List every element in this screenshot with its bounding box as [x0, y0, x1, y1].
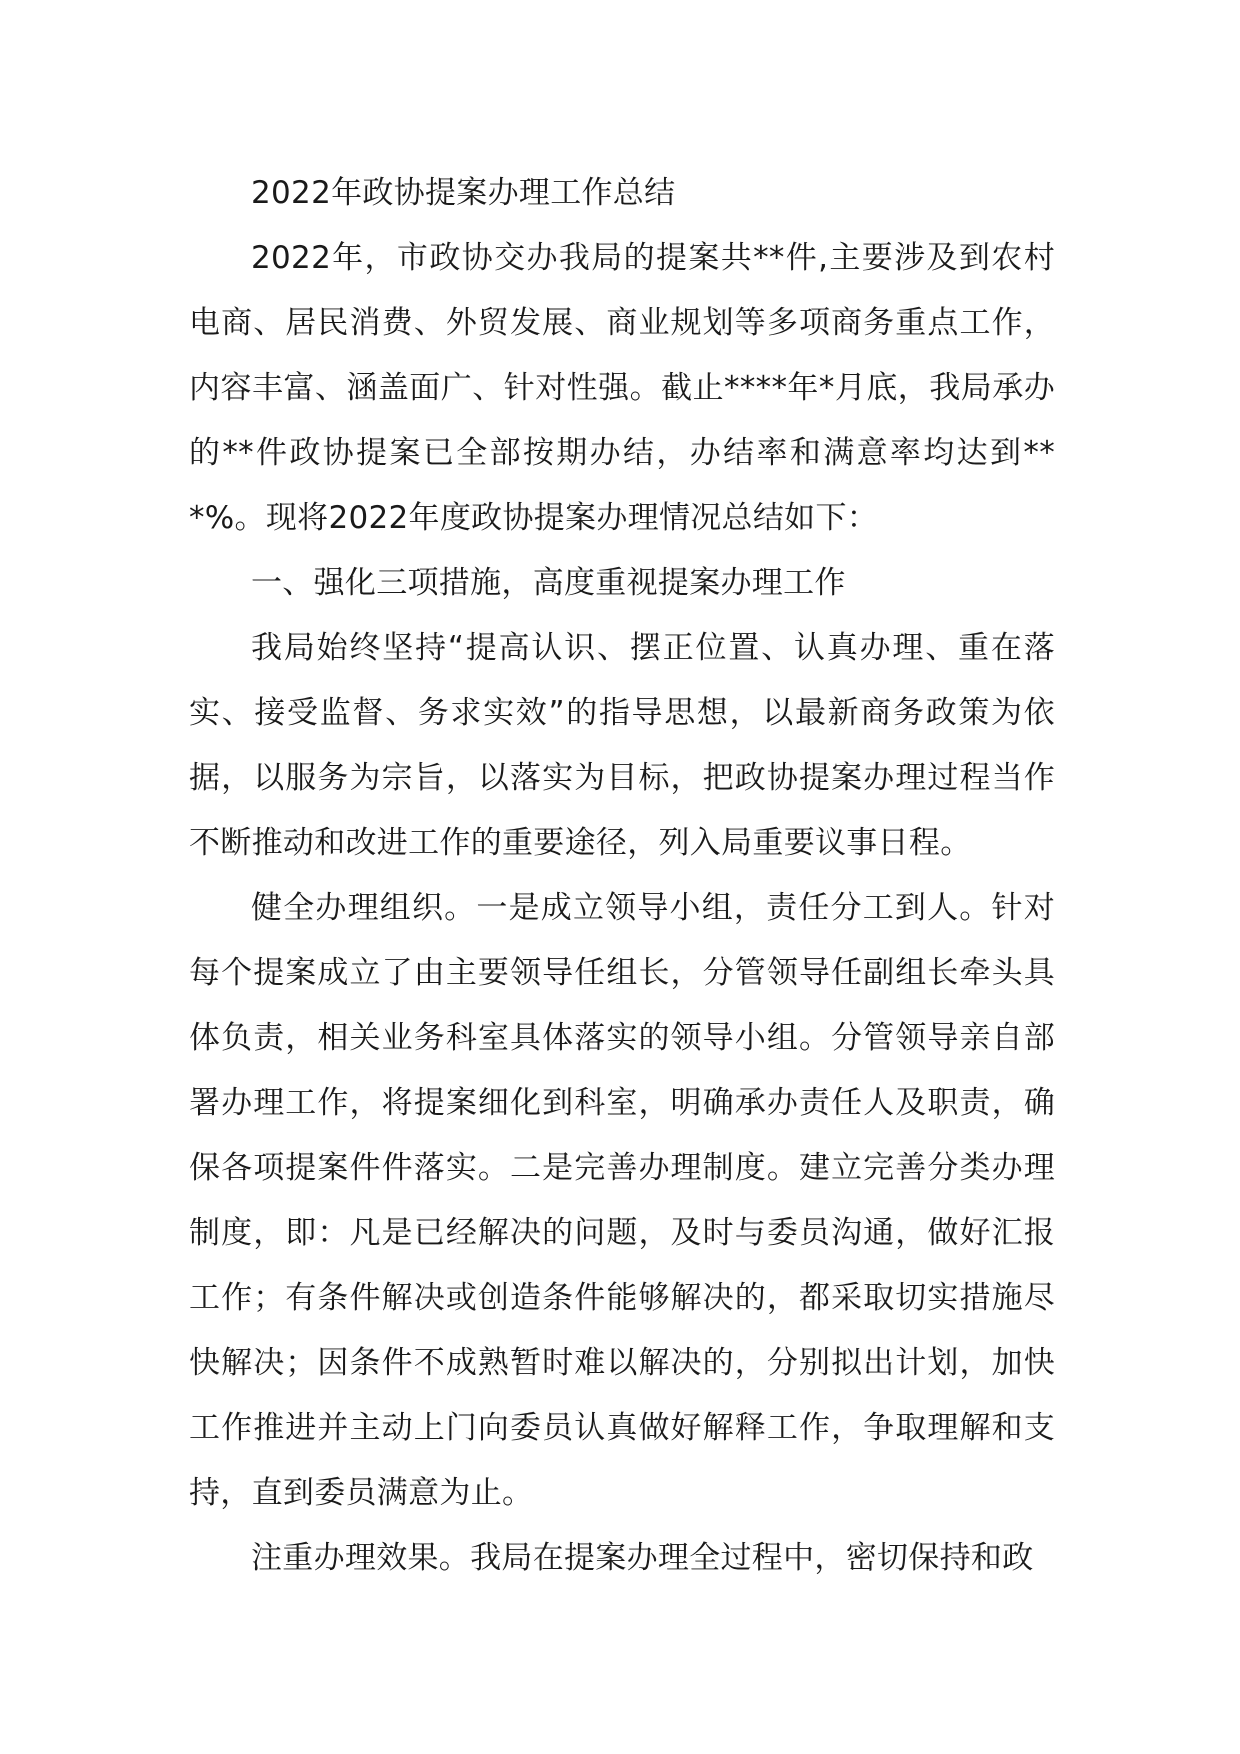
paragraph-intro: 2022年，市政协交办我局的提案共**件,主要涉及到农村电商、居民消费、外贸发展、商业规划等多项商务重点工作，内容丰富、涵盖面广、针对性强。截止****年*月底，我局承办的**件政协提案已全部按期办结，办结率和满意率均达到***%。现将2022年度政协提案办理情况总结如下：	[189, 240, 1055, 536]
section-heading-1: 一、强化三项措施，高度重视提案办理工作	[251, 565, 846, 601]
paragraph-guiding-principles: 我局始终坚持“提高认识、摆正位置、认真办理、重在落实、接受监督、务求实效”的指导思想，以最新商务政策为依据，以服务为宗旨，以落实为目标，把政协提案办理过程当作不断推动和改进工作的重要途径，列入局重要议事日程。	[189, 630, 1055, 861]
document-body	[189, 161, 1055, 1591]
document-title: 2022年政协提案办理工作总结	[251, 175, 676, 211]
paragraph-organization: 健全办理组织。一是成立领导小组，责任分工到人。针对每个提案成立了由主要领导任组长，分管领导任副组长牵头具体负责，相关业务科室具体落实的领导小组。分管领导亲自部署办理工作，将提案细化到科室，明确承办责任人及职责，确保各项提案件件落实。二是完善办理制度。建立完善分类办理制度，即：凡是已经解决的问题，及时与委员沟通，做好汇报工作；有条件解决或创造条件能够解决的，都采取切实措施尽快解决；因条件不成熟暂时难以解决的，分别拟出计划，加快工作推进并主动上门向委员认真做好解释工作，争取理解和支持，直到委员满意为止。	[189, 890, 1055, 1511]
paragraph-effectiveness: 注重办理效果。我局在提案办理全过程中，密切保持和政	[251, 1540, 1034, 1576]
